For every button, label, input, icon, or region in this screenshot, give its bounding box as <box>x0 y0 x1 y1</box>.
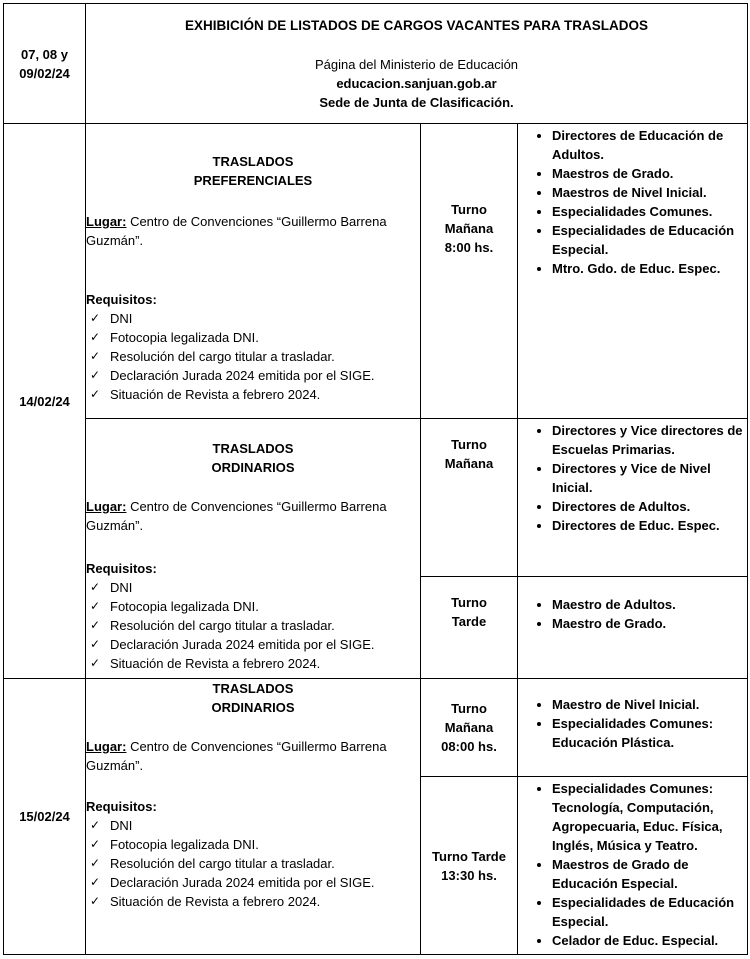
row-preferenciales <box>4 124 748 419</box>
block-title-line2: ORDINARIOS <box>211 700 295 715</box>
lugar-value: Centro de Convenciones “Guillermo Barrena Guzmán”. <box>86 499 387 533</box>
position-item: • Maestro de Nivel Inicial. <box>552 695 743 714</box>
header-cell <box>86 4 748 124</box>
checkmark-icon: ✓ <box>90 637 101 651</box>
checkmark-icon: ✓ <box>90 837 101 851</box>
position-item: • Directores de Educ. Espec. <box>552 516 743 535</box>
block-title-line1: TRASLADOS <box>212 154 294 169</box>
turno-cell <box>421 124 518 419</box>
lugar-text <box>86 212 420 250</box>
header-row <box>4 4 748 124</box>
checkmark-icon: ✓ <box>90 618 101 632</box>
position-item: • Directores de Educación de Adultos. <box>552 126 743 164</box>
turno-cell <box>421 777 518 955</box>
block-preferenciales <box>86 124 421 419</box>
block-ordinarios <box>86 419 421 679</box>
requirement-item: ✓ DNI <box>90 580 133 595</box>
date-day2: 15/02/24 <box>4 679 86 955</box>
row-ordinarios-manana <box>4 419 748 577</box>
requirement-item: ✓ Declaración Jurada 2024 emitida por el SIGE. <box>90 875 375 890</box>
requirement-item: ✓ Declaración Jurada 2024 emitida por el SIGE. <box>90 637 375 652</box>
checkmark-icon: ✓ <box>90 856 101 870</box>
turno-line: Turno <box>451 701 487 716</box>
requirement-item: ✓ Situación de Revista a febrero 2024. <box>90 894 321 909</box>
positions-cell <box>518 124 748 419</box>
position-item: • Especialidades Comunes: Tecnología, Computación, Agropecuaria, Educ. Física, Inglés, Música y Teatro. <box>552 779 743 855</box>
checkmark-icon: ✓ <box>90 656 101 670</box>
position-item: • Celador de Educ. Especial. <box>552 931 743 950</box>
row-day2-manana <box>4 679 748 777</box>
position-item: • Directores y Vice de Nivel Inicial. <box>552 459 743 497</box>
turno-cell <box>421 577 518 679</box>
position-item: • Maestro de Adultos. <box>552 595 743 614</box>
lugar-value: Centro de Convenciones “Guillermo Barrena Guzmán”. <box>86 214 387 248</box>
block-title-line1: TRASLADOS <box>212 681 294 696</box>
turno-line: Turno Tarde <box>432 848 506 864</box>
checkmark-icon: ✓ <box>90 894 101 908</box>
checkmark-icon: ✓ <box>90 311 101 325</box>
lugar-value: Centro de Convenciones “Guillermo Barrena Guzmán”. <box>86 739 387 773</box>
position-item: • Especialidades de Educación Especial. <box>552 221 743 259</box>
checkmark-icon: ✓ <box>90 330 101 344</box>
checkmark-icon: ✓ <box>90 580 101 594</box>
positions-list <box>518 419 747 535</box>
positions-cell <box>518 419 748 577</box>
positions-cell <box>518 679 748 777</box>
position-item: • Directores y Vice directores de Escuelas Primarias. <box>552 421 743 459</box>
turno-line: Mañana <box>444 456 494 471</box>
position-item: • Especialidades Comunes: Educación Plástica. <box>552 714 743 752</box>
requisitos-label: Requisitos: <box>86 561 157 576</box>
turno-cell <box>421 419 518 577</box>
sede-line: Sede de Junta de Clasificación. <box>319 94 514 110</box>
requirements-list <box>86 816 420 911</box>
turno-time: 13:30 hs. <box>441 867 497 883</box>
requirements-list <box>86 578 420 673</box>
checkmark-icon: ✓ <box>90 818 101 832</box>
requirement-item: ✓ Fotocopia legalizada DNI. <box>90 330 259 345</box>
position-item: • Mtro. Gdo. de Educ. Espec. <box>552 259 743 278</box>
requirement-item: ✓ Declaración Jurada 2024 emitida por el SIGE. <box>90 368 375 383</box>
turno-line: Mañana <box>444 221 494 236</box>
block-title-line2: ORDINARIOS <box>211 460 295 475</box>
requirement-item: ✓ Resolución del cargo titular a trasladar. <box>90 618 335 633</box>
requirement-item: ✓ Resolución del cargo titular a trasladar. <box>90 349 335 364</box>
position-item: • Maestro de Grado. <box>552 614 743 633</box>
block-title-line2: PREFERENCIALES <box>193 173 313 188</box>
turno-line: Turno <box>451 202 487 217</box>
turno-time: 8:00 hs. <box>444 240 494 255</box>
checkmark-icon: ✓ <box>90 368 101 382</box>
turno-line: Mañana <box>444 720 494 735</box>
positions-list <box>518 693 747 752</box>
requirement-item: ✓ Situación de Revista a febrero 2024. <box>90 656 321 671</box>
exhibition-dates: 07, 08 y 09/02/24 <box>4 4 86 124</box>
turno-line: Turno <box>451 595 487 610</box>
date-day1: 14/02/24 <box>4 124 86 679</box>
block-ordinarios-day2 <box>86 679 421 955</box>
lugar-text <box>86 497 420 535</box>
ministry-page-line: Página del Ministerio de Educación <box>314 56 519 72</box>
requirements-list <box>86 309 420 404</box>
position-item: • Maestros de Nivel Inicial. <box>552 183 743 202</box>
requirement-item: ✓ Fotocopia legalizada DNI. <box>90 599 259 614</box>
document-title: EXHIBICIÓN DE LISTADOS DE CARGOS VACANTES PARA TRASLADOS <box>184 17 649 33</box>
requisitos-label: Requisitos: <box>86 799 157 814</box>
lugar-label: Lugar: <box>86 499 127 514</box>
position-item: • Maestros de Grado de Educación Especial. <box>552 855 743 893</box>
requirement-item: ✓ Fotocopia legalizada DNI. <box>90 837 259 852</box>
requirement-item: ✓ Situación de Revista a febrero 2024. <box>90 387 321 402</box>
checkmark-icon: ✓ <box>90 349 101 363</box>
lugar-label: Lugar: <box>86 214 127 229</box>
requisitos-label: Requisitos: <box>86 292 157 307</box>
position-item: • Especialidades Comunes. <box>552 202 743 221</box>
block-title-line1: TRASLADOS <box>212 441 294 456</box>
positions-list <box>518 124 747 278</box>
ministry-url: educacion.sanjuan.gob.ar <box>336 75 497 91</box>
positions-cell <box>518 577 748 679</box>
lugar-text <box>86 737 420 775</box>
turno-line: Turno <box>451 437 487 452</box>
positions-list <box>518 777 747 950</box>
checkmark-icon: ✓ <box>90 599 101 613</box>
positions-cell <box>518 777 748 955</box>
turno-time: 08:00 hs. <box>441 739 497 754</box>
position-item: • Directores de Adultos. <box>552 497 743 516</box>
checkmark-icon: ✓ <box>90 875 101 889</box>
checkmark-icon: ✓ <box>90 387 101 401</box>
schedule-table <box>3 3 748 955</box>
position-item: • Especialidades de Educación Especial. <box>552 893 743 931</box>
requirement-item: ✓ Resolución del cargo titular a trasladar. <box>90 856 335 871</box>
turno-line: Tarde <box>451 614 487 629</box>
position-item: • Maestros de Grado. <box>552 164 743 183</box>
turno-cell <box>421 679 518 777</box>
lugar-label: Lugar: <box>86 739 127 754</box>
requirement-item: ✓ DNI <box>90 311 133 326</box>
requirement-item: ✓ DNI <box>90 818 133 833</box>
positions-list <box>518 593 747 633</box>
